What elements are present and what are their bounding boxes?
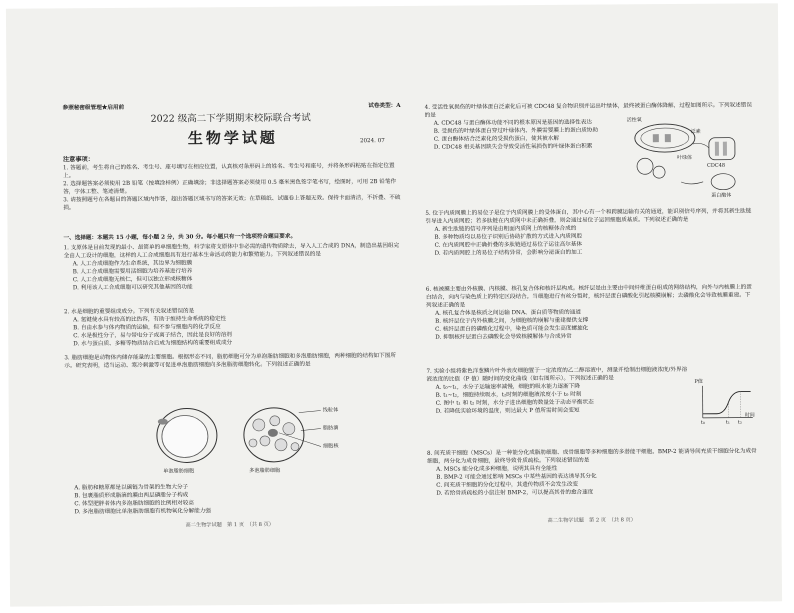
graph-x-label: 时间 [744, 412, 755, 419]
question-4 [424, 101, 755, 199]
option-d: D. 水与蛋白质、多糖等物质结合后成为细胞结构的重要组成成分 [73, 340, 233, 348]
question-stem: 3. 脂肪细胞是动物体内储存能量的主要细胞。根据形态不同，脂肪细胞可分为单泡脂肪细胞和多泡脂肪细胞，两种细胞的结构如下图所示。研究表明，适当运动、寒冷刺激等可促进单泡脂肪细胞向多泡脂肪细胞转化。下列叙述正确的是 [64, 352, 396, 370]
notice-item: 1. 答题前，考生将自己的姓名、考生号、座号填写在相应位置，认真核对条形码上的姓名、考生号和座号，并将条形码粘贴在指定位置上。 [63, 162, 395, 180]
option-d: D. 若给骨质疏松的小鼠注射 BMP-2，可以提高其骨的愈合速度 [436, 489, 594, 497]
option-c: C. 核纤层蛋白的磷酸化过程中，染色质可能会发生高度螺旋化 [435, 325, 589, 333]
option-a: A. 新生肽链的信号序列是由粗面内质网上的核糖体合成的 [434, 225, 577, 233]
footer-page-2: 高二生物学试题 第 2 页 （共 8 页） [547, 517, 636, 524]
label-proteasome: 蛋白酶体 [711, 192, 732, 199]
option-b: B. 多种物质均以易位子识别后协助扩散的方式进入内质网腔 [434, 233, 583, 241]
notice-heading: 注意事项： [62, 156, 94, 164]
question-stem: 1. 支原体是目前发现的最小、最简单的单细胞生物，科学家将支原体中非必需的遗传物质除去，导入人工合成的 DNA，制造出基因组完全由人工设计的细胞，这样的人工合成细胞具有进行基本生命活动的能力和繁殖能力。下列叙述错误的是 [63, 242, 400, 260]
tick-t2: t₂ [737, 419, 742, 426]
page-two [425, 101, 758, 605]
question-stem: 8. 间充质干细胞（MSCs）是一种能分化成脂肪细胞、成骨细胞等多种细胞的多潜能干细胞。BMP-2 能诱导间充质干细胞分化为成骨细胞，两分化为成骨细胞，最终导致骨质疏松。下列叙述错误的是 [427, 448, 757, 465]
label-nucleus: 细胞核 [322, 443, 339, 450]
question-3 [64, 352, 404, 370]
option-a: A. MSCs 能分化成多种细胞，说明其具有全能性 [436, 465, 558, 473]
page-one [63, 102, 406, 606]
label-cdc48: CDC48 [707, 162, 726, 169]
option-b: B. BMP-2 可能会通过影响 MSCs 中某些基因的表达诱导其分化 [436, 473, 597, 481]
question-1 [64, 242, 404, 292]
option-b: B. 受损伤的叶绿体蛋白穿过叶绿体内、外膜需要膜上的蛋白质协助 [433, 127, 599, 135]
option-c: C. 图中 t₁ 和 t₂ 时刻，水分子进出细胞的数量处于动态平衡状态 [435, 399, 594, 407]
confidential-seal: 参照秘密级管理★启用前 [62, 104, 125, 112]
option-d: D. 利用该人工合成细胞可以研究其他基因的功能 [72, 284, 193, 292]
exam-date: 2024. 07 [359, 138, 385, 145]
graph-y-label: P值 [694, 378, 703, 385]
fat-cells-drawing [149, 402, 349, 467]
question-stem: 4. 受活性氧损伤的叶绿体蛋白泛素化后可被 CDC48 复合物识别并运出叶绿体，最终被蛋白酶体降解，过程如图所示。下列叙述错误的是 [424, 102, 752, 119]
label-chloroplast: 叶绿体 [676, 154, 693, 162]
option-c: C. 蛋白酶体结合泛素化的受损伤蛋白，使其被水解 [433, 135, 559, 143]
notice-section [63, 154, 403, 212]
figure-p-value-graph [694, 378, 755, 429]
option-a: A. t₀~t₁，水分子运输速率减慢，细胞的吸水能力逐渐下降 [435, 383, 580, 391]
label-ubiquitin: 泛素 [690, 128, 701, 135]
notice-item: 3. 请按照题号在各题目的答题区域内作答，超出答题区域书写的答案无效；在草稿纸、试题卷上答题无效。保持卡面清洁，不折叠、不破损。 [63, 194, 401, 212]
tick-t0: t₀ [700, 419, 705, 426]
option-c: C. 人工合成细胞无核仁，但可以独立形成核糖体 [72, 276, 193, 284]
option-d: D. 若内质网腔上的易位子结构异常，会影响分泌蛋白的加工 [434, 249, 583, 257]
question-7 [426, 365, 756, 426]
label-lipid-droplet: 脂肪滴 [322, 425, 339, 432]
label-ros: 活性氧 [626, 117, 642, 124]
option-c: C. 水是极性分子，易与带电分子或离子结合，因此是良好的溶剂 [73, 332, 232, 340]
caption-multilocular-cell: 多泡脂肪细胞 [249, 467, 281, 475]
option-c: C. 在内质网腔中正确折叠的多肽链通过易位子运往高尔基体 [434, 241, 583, 249]
figure-fat-cells-wrap [65, 402, 406, 478]
question-2 [64, 306, 404, 348]
option-d: D. 多泡脂肪细胞比单泡脂肪细胞有机物氧化分解能力强 [74, 508, 211, 516]
exam-sheet [6, 3, 782, 606]
option-a: A. 核孔复合体是核质之间运输 DNA、蛋白质等物质的通道 [435, 309, 581, 317]
question-stem: 7. 实验小组将紫色洋葱鳞片叶外表皮细胞置于一定浓度的乙二醇溶液中，测量并绘制出细胞液浓度/外界溶液浓度的比值（P 值）随时间的变化曲线（如右图所示）。下列叙述正确的是 [426, 366, 688, 383]
option-b: B. 自由水参与体内物质的运输，但不参与细胞内的化学反应 [73, 324, 221, 332]
question-stem: 5. 位于内质网膜上的易位子是位于内质网膜上的受体蛋白，其中心有一个和跨膜运输有关的通道，能识别信号序列，并将其新生肽链引导进入内质网腔；若多肽链在内质网中未正确折叠，则会通过易位子运回细胞质基质。下列叙述正确的是 [425, 208, 752, 225]
footer-page-1: 高二生物学试题 第 1 页 （共 8 页） [185, 521, 274, 529]
question-stem: 6. 核被膜主要由外核膜、内核膜、核孔复合体和核纤层构成。核纤层是由主要由中间纤维蛋白组成的网络结构，向外与内核膜上的蛋白结合，向内与染色质上的特定区段结合。当细胞进行有丝分裂时，核纤层蛋白磷酸化引起核膜崩解；去磷酸化会导致核膜重建。下列叙述正确的是 [425, 284, 752, 309]
option-b: B. 核纤层位于内外核膜之间，为细胞核的崩解与重建提供支撑 [435, 317, 589, 325]
option-c: C. 体型肥胖者体内多泡脂肪细胞的比例相对较高 [74, 500, 194, 508]
question-stem: 2. 水是细胞的重要组成成分。下列有关叙述错误的是 [64, 308, 195, 316]
option-a: A. 氢键使水具有较高的比热容，有助于维持生命系统的稳定性 [73, 316, 227, 324]
question-5 [425, 207, 755, 257]
option-a: A. 脂肪和糖原都是以碳链为骨架的生物大分子 [74, 484, 189, 492]
option-b: B. 包裹脂质形成脂滴的膜由两层磷脂分子构成 [74, 492, 189, 500]
label-mitochondria: 线粒体 [322, 407, 339, 414]
subject-title: 生物学试题 [187, 128, 278, 148]
notice-item: 2. 选择题答案必须使用 2B 铅笔（按填涂样例）正确填涂；非选择题答案必须使用 0.5 毫米黑色签字笔书写，绘图时，可用 2B 铅笔作答，字体工整、笔迹清楚。 [63, 178, 397, 196]
option-b: B. 人工合成细胞需要用活细胞为培养基进行培养 [72, 268, 193, 276]
option-b: B. t₁~t₂，细胞持续吸水，t₂时刻的细胞液浓度小于 t₀ 时刻 [435, 391, 582, 399]
option-a: A. 人工合成细胞作为生命系统，其边界为细胞膜 [72, 260, 193, 268]
figure-chloroplast-degradation [625, 112, 751, 203]
section-one-heading: 一、选择题：本题共 15 小题，每小题 2 分，共 30 分。每小题只有一个选项符合题目要求。 [63, 233, 297, 242]
option-d: D. 若降低实验环境的温度，则达最大 P 值所需时间会变短 [435, 407, 580, 415]
question-8 [427, 447, 757, 497]
option-c: C. 间充质干细胞的分化过程中，其遗传物质不会发生改变 [436, 481, 579, 489]
exam-type: 试卷类型：A [368, 102, 401, 110]
tick-t1: t₁ [725, 419, 730, 426]
question-6 [426, 283, 756, 341]
option-d: D. 抑制核纤层蛋白去磷酸化会导致核膜解体与合成异常 [435, 333, 572, 341]
exam-title: 2022 级高二下学期期末校际联合考试 [150, 112, 311, 125]
option-d: D. CDC48 相关基因缺失会导致受活性氧损伤的叶绿体蛋白积累 [433, 143, 593, 151]
caption-unilocular-cell: 单泡脂肪细胞 [163, 468, 195, 475]
option-a: A. CDC48 与蛋白酶体功能不同的根本原因是基因的选择性表达 [433, 119, 592, 127]
question-3-options [65, 482, 405, 516]
figure-fat-cells [149, 402, 349, 475]
